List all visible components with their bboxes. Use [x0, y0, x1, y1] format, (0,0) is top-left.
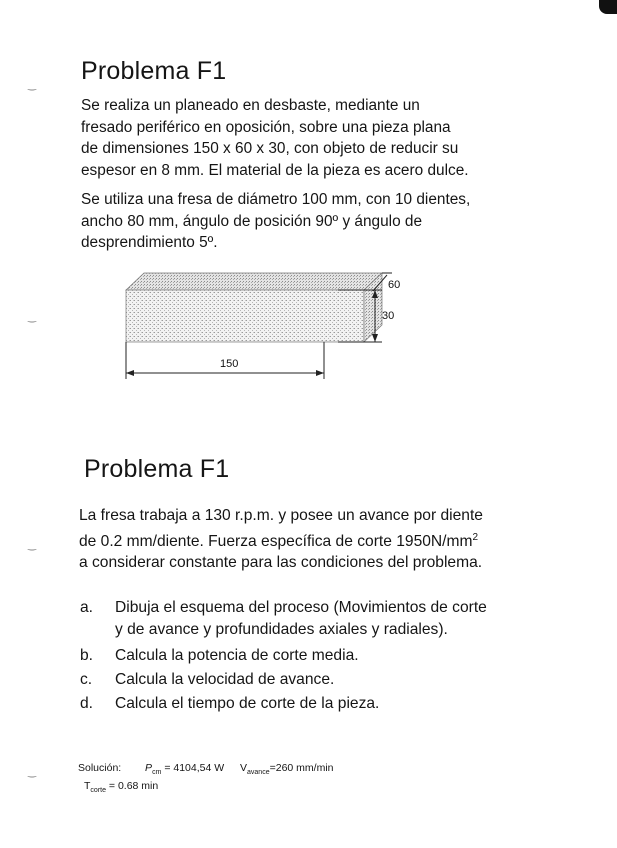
- workpiece-front-face: [126, 290, 364, 342]
- dim-width-label: 60: [388, 279, 401, 291]
- feed-subscript: avance: [247, 769, 270, 776]
- power-value: [145, 762, 224, 774]
- problem1-title: Problema F1: [81, 57, 227, 85]
- arrow-down: [372, 334, 378, 342]
- power-symbol: P: [145, 762, 153, 774]
- scan-edge-mark: ‿: [28, 767, 37, 778]
- text-line: espesor en 8 mm. El material de la pieza es acero dulce.: [81, 161, 469, 179]
- list-text: Calcula la potencia de corte media.: [115, 647, 359, 664]
- time-subscript: corte: [90, 787, 106, 794]
- text-line: fresado periférico en oposición, sobre una pieza plana: [81, 118, 451, 136]
- problem1-tool-description: [81, 189, 470, 254]
- time-text: = 0.68 min: [105, 780, 159, 792]
- feed-speed-value: [240, 762, 334, 774]
- power-subscript: cm: [152, 769, 162, 776]
- feed-text: =260 mm/min: [269, 762, 334, 774]
- text-line: La fresa trabaja a 130 r.p.m. y posee un avance por diente: [79, 507, 483, 524]
- text-line-part: de 0.2 mm/diente. Fuerza específica de corte 1950N/mm: [79, 532, 473, 550]
- problem1-description: [81, 95, 469, 181]
- workpiece-figure: [110, 268, 420, 388]
- scan-edge-mark: ‿: [28, 540, 37, 551]
- text-line: desprendimiento 5º.: [81, 234, 218, 251]
- dim-length-label: 150: [220, 358, 239, 370]
- arrow-right: [316, 370, 324, 376]
- dim-height-label: 30: [382, 310, 395, 322]
- solution-line-1: [78, 760, 334, 778]
- problem2-title: Problema F1: [84, 455, 230, 483]
- list-text: Calcula el tiempo de corte de la pieza.: [115, 695, 380, 712]
- solution-line-2: [78, 778, 334, 796]
- text-line: de dimensiones 150 x 60 x 30, con objeto de reducir su: [81, 140, 459, 157]
- text-line: a considerar constante para las condiciones del problema.: [79, 554, 483, 572]
- problem2-description: [79, 505, 483, 574]
- text-line: Se realiza un planeado en desbaste, mediante un: [81, 97, 420, 114]
- list-marker: d.: [80, 695, 94, 712]
- scan-corner-mark: [599, 0, 617, 14]
- solution-block: [78, 760, 334, 796]
- text-line: Dibuja el esquema del proceso (Movimientos de corte: [115, 599, 487, 616]
- text-line: Se utiliza una fresa de diámetro 100 mm, con 10 dientes,: [81, 191, 471, 208]
- superscript: 2: [472, 531, 479, 543]
- arrow-left: [126, 370, 134, 376]
- list-marker: c.: [80, 671, 93, 688]
- text-line: ancho 80 mm, ángulo de posición 90º y ángulo de: [81, 212, 423, 230]
- list-text: Calcula la velocidad de avance.: [115, 671, 335, 688]
- list-marker: b.: [80, 647, 94, 664]
- power-text: = 4104,54 W: [161, 762, 225, 774]
- time-symbol: T: [84, 780, 91, 792]
- time-value: [84, 780, 158, 792]
- list-marker: a.: [80, 599, 94, 616]
- scan-edge-mark: ‿: [28, 80, 37, 91]
- feed-symbol: V: [240, 762, 248, 774]
- scan-edge-mark: ‿: [28, 312, 37, 323]
- list-text: [115, 597, 487, 641]
- workpiece-top-face: [126, 273, 382, 290]
- text-line: [79, 527, 483, 553]
- text-line: y de avance y profundidades axiales y radiales).: [115, 621, 448, 638]
- solution-label: Solución:: [78, 762, 122, 774]
